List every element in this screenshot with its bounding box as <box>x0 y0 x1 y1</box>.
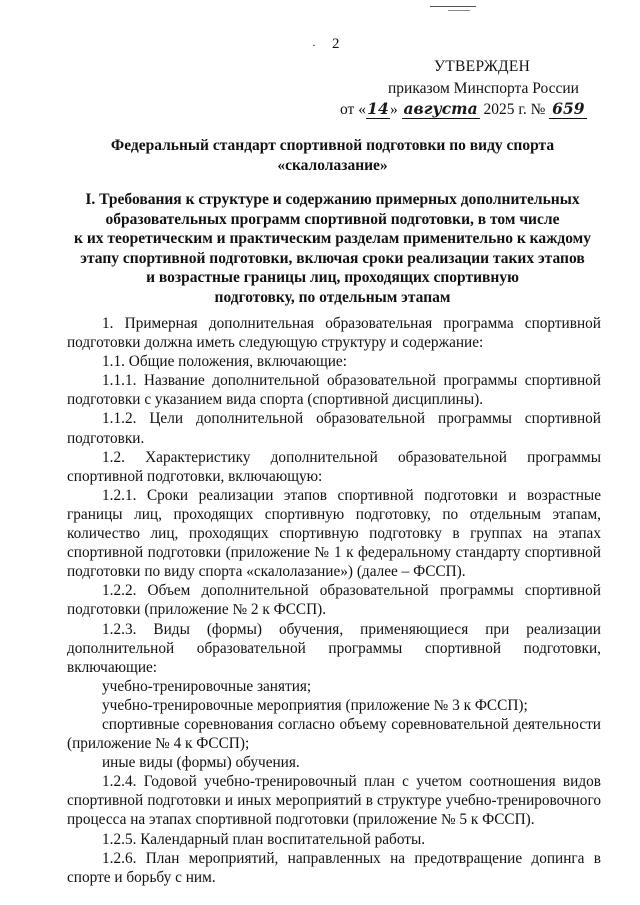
paragraph: 1.2.4. Годовой учебно-тренировочный план с учетом соотношения видов спортивной подготовки и иных мероприятий в структуре учебно-тренировочного процесса на этапах спортивной подготовки (приложение № 5 к ФССП). <box>67 773 601 829</box>
approval-date-line <box>340 99 587 119</box>
section-title <box>60 190 605 307</box>
section-title-line: и возрастные границы лиц, проходящих спортивную <box>146 269 519 286</box>
date-prefix: от « <box>340 101 366 118</box>
scan-artifact-line <box>430 6 476 7</box>
section-title-line: к их теоретическим и практическим разделам применительно к каждому <box>74 230 591 247</box>
handwritten-day: 14 <box>367 99 389 118</box>
page-dot-mark: · <box>312 38 316 52</box>
document-title-line: «скалолазание» <box>277 156 388 174</box>
handwritten-month: августа <box>403 99 478 118</box>
date-year: 2025 г. № <box>483 101 546 118</box>
document-title-line: Федеральный стандарт спортивной подготовки по виду спорта <box>110 137 555 154</box>
list-item: иные виды (формы) обучения. <box>102 754 300 772</box>
handwritten-order-number: 659 <box>549 99 587 119</box>
section-title-line: этапу спортивной подготовки, включая сроки реализации таких этапов <box>80 249 585 267</box>
section-title-line: подготовку, по отдельным этапам <box>214 288 451 306</box>
page-number: 2 <box>332 36 340 52</box>
list-item: учебно-тренировочные занятия; <box>102 677 312 695</box>
list-item: учебно-тренировочные мероприятия (приложение № 3 к ФССП); <box>102 696 528 714</box>
paragraph: 1.2.3. Виды (формы) обучения, применяющиеся при реализации дополнительной образовательной программы спортивной подготовки, включающие: <box>67 620 601 676</box>
approval-order: приказом Минспорта России <box>388 80 579 97</box>
paragraph: 1.1.2. Цели дополнительной образовательной программы спортивной подготовки. <box>67 410 601 447</box>
paragraph: 1.2. Характеристику дополнительной образовательной программы спортивной подготовки, включающую: <box>67 448 601 485</box>
date-mid: » <box>389 101 398 118</box>
paragraph: 1.1. Общие положения, включающие: <box>102 353 347 371</box>
paragraph: 1.2.5. Календарный план воспитательной работы. <box>102 830 426 848</box>
scan-artifact-line-short <box>448 10 470 11</box>
section-title-line: образовательных программ спортивной подготовки, в том числе <box>105 210 560 228</box>
document-body <box>67 314 601 887</box>
paragraph: 1.2.1. Сроки реализации этапов спортивной подготовки и возрастные границы лиц, проходящих спортивную подготовку, по отдельным этапам, количество лиц, проходящих спортивную подготовку в группах на этапах спортивной подготовки (приложение № 1 к федеральному стандарту спортивной подготовки по виду спорта «скалолазание») (далее – ФССП). <box>67 486 601 581</box>
paragraph: 1. Примерная дополнительная образовательная программа спортивной подготовки должна иметь следующую структуру и содержание: <box>67 315 601 352</box>
document-title <box>60 136 605 175</box>
paragraph: 1.2.2. Объем дополнительной образовательной программы спортивной подготовки (приложение № 2 к ФССП). <box>67 582 601 619</box>
paragraph: 1.1.1. Название дополнительной образовательной программы спортивной подготовки с указанием вида спорта (спортивной дисциплины). <box>67 372 601 409</box>
list-item: спортивные соревнования согласно объему соревновательной деятельности (приложение № 4 к ФССП); <box>67 715 601 753</box>
paragraph: 1.2.6. План мероприятий, направленных на предотвращение допинга в спорте и борьбу с ним. <box>67 849 601 886</box>
section-title-line: I. Требования к структуре и содержанию примерных дополнительных <box>85 191 580 208</box>
approval-title: УТВЕРЖДЕН <box>434 58 531 75</box>
